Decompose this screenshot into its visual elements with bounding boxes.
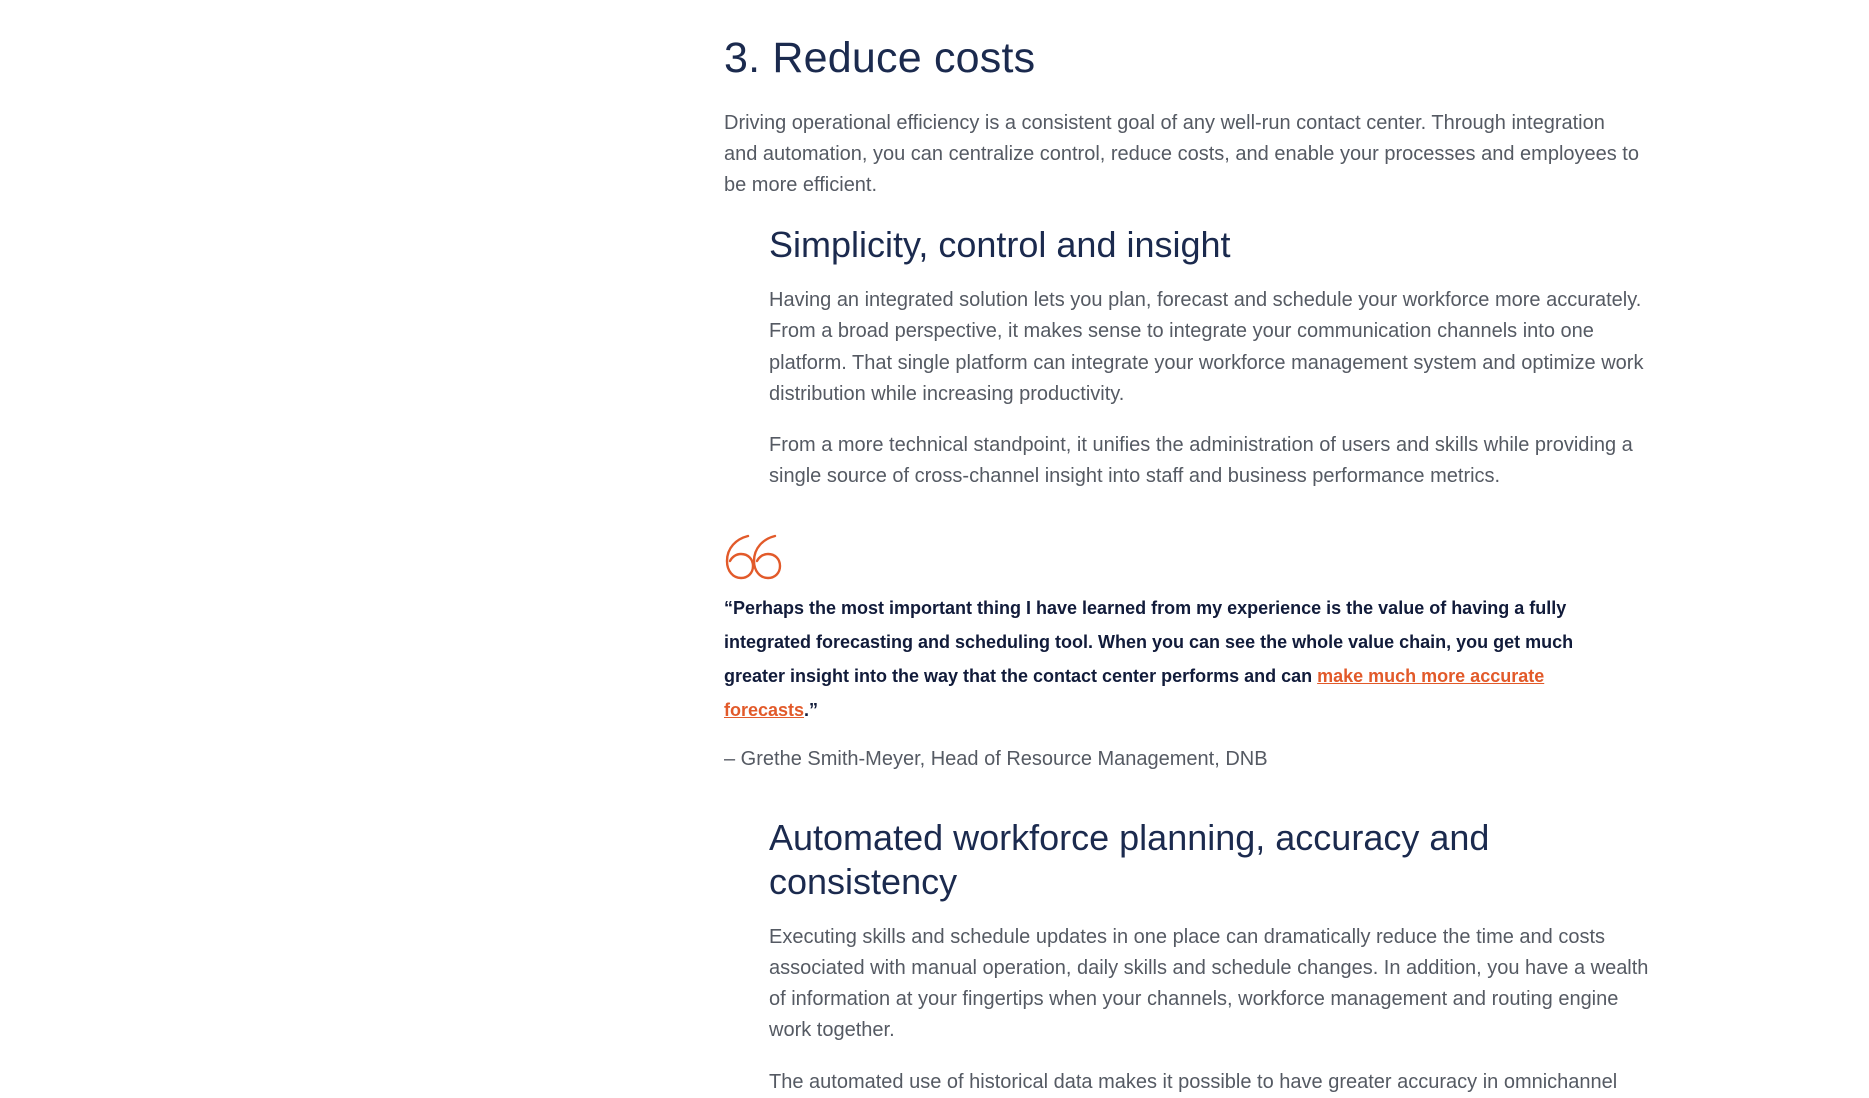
quote-text: “Perhaps the most important thing I have learned from my experience is the value of having a fully integrated forecasting and scheduling tool. When you can see the whole value chain, you get much greater insight into the way that the contact center performs and can <box>724 597 1574 687</box>
subsection-title: Automated workforce planning, accuracy and consistency <box>769 816 1490 902</box>
subsection-paragraph: From a more technical standpoint, it unifies the administration of users and skills while providing a single source of cross-channel insight into staff and business performance metrics. <box>769 434 1633 488</box>
testimonial-quote <box>724 591 1634 728</box>
accurate-forecasts-link[interactable]: make much more accurate forecasts <box>724 666 1545 721</box>
quote-attribution: – Grethe Smith-Meyer, Head of Resource Management, DNB <box>724 747 1268 770</box>
subsection-automated-planning <box>769 816 1649 1098</box>
quote-text-end: .” <box>804 700 819 721</box>
section-title: 3. Reduce costs <box>724 34 1036 82</box>
quote-mark-icon <box>724 533 784 581</box>
article-content <box>724 28 1649 1098</box>
subsection-title: Simplicity, control and insight <box>769 224 1231 265</box>
section-intro: Driving operational efficiency is a consistent goal of any well-run contact center. Through integration and automation, you can centralize control, reduce costs, and enable your processes and employees to be more efficient. <box>724 112 1639 196</box>
subsection-simplicity <box>769 223 1649 493</box>
subsection-paragraph: Having an integrated solution lets you plan, forecast and schedule your workforce more accurately. From a broad perspective, it makes sense to integrate your communication channels into one platform. That single platform can integrate your workforce management system and optimize work distribution while increasing productivity. <box>769 289 1644 405</box>
subsection-paragraph: Executing skills and schedule updates in one place can dramatically reduce the time and costs associated with manual operation, daily skills and schedule changes. In addition, you have a wealth of information at your fingertips when your channels, workforce management and routing engine work together. <box>769 925 1649 1042</box>
subsection-paragraph: The automated use of historical data makes it possible to have greater accuracy in omnichannel <box>769 1070 1618 1093</box>
